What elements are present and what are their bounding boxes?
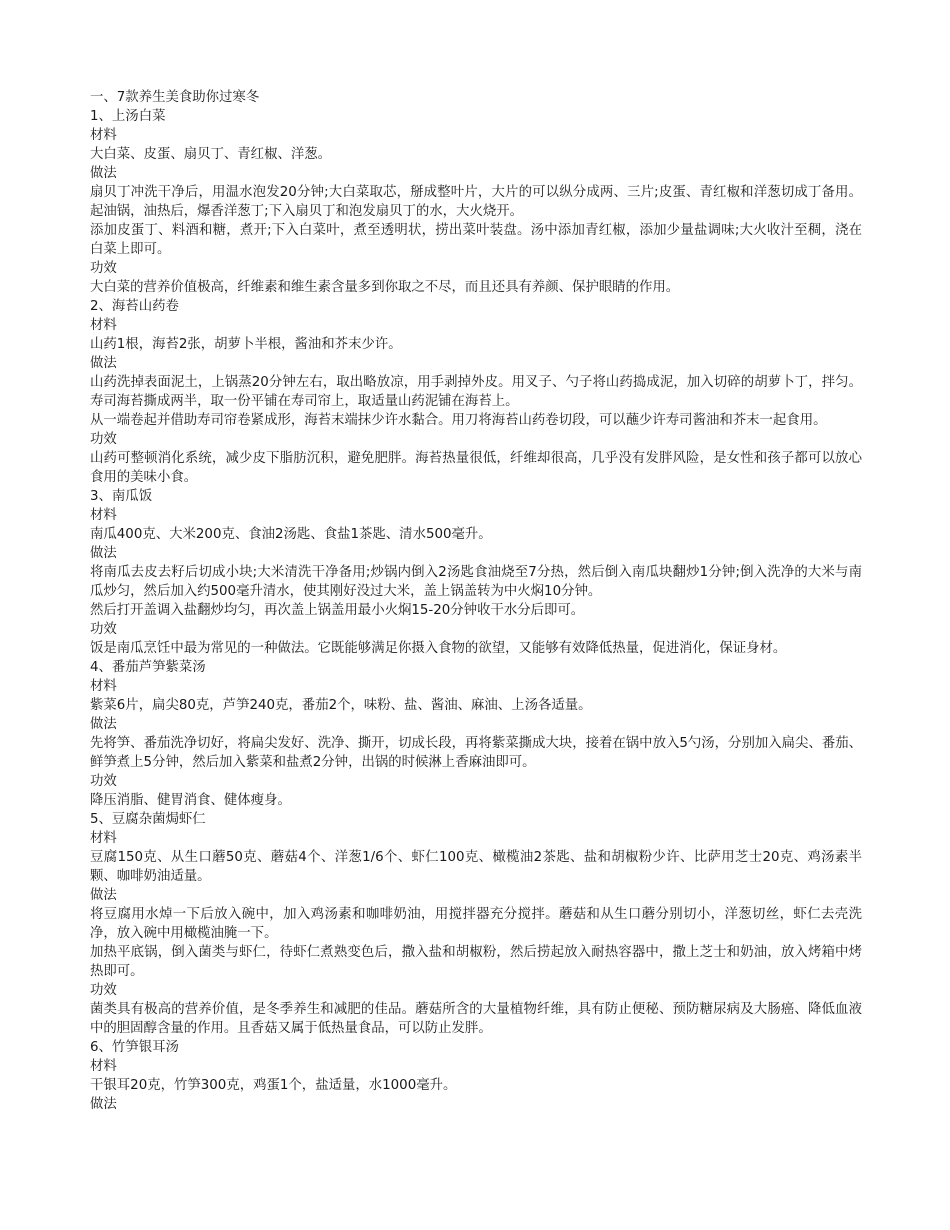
effect-text: 大白菜的营养价值极高，纤维素和维生素含量多到你取之不尽，而且还具有养颜、保护眼睛的作用。 (90, 280, 680, 295)
recipe-heading: 4、番茄芦笋紫菜汤 (90, 660, 206, 675)
effect-text: 降压消脂、健胃消食、健体瘦身。 (90, 793, 291, 808)
effect-text: 饭是南瓜烹饪中最为常见的一种做法。它既能够满足你摄入食物的欲望，又能够有效降低热量，促进消化，保证身材。 (90, 641, 787, 656)
method-paragraph: 添加皮蛋丁、料酒和糖，煮开;下入白菜叶，煮至透明状，捞出菜叶装盘。汤中添加青红椒，添加少量盐调味;大火收汁至稠，浇在白菜上即可。 (90, 223, 862, 257)
materials-label: 材料 (90, 318, 117, 333)
method-paragraph: 先将笋、番茄洗净切好，将扁尖发好、洗净、撕开，切成长段，再将紫菜撕成大块，接着在锅中放入5勺汤，分别加入扁尖、番茄、鲜笋煮上5分钟，然后加入紫菜和盐煮2分钟，出锅的时候淋上香麻油即可。 (90, 736, 862, 770)
recipe-heading: 5、豆腐杂菌焗虾仁 (90, 812, 206, 827)
effect-label: 功效 (90, 622, 117, 637)
effect-text: 山药可整顿消化系统，减少皮下脂肪沉积，避免肥胖。海苔热量很低，纤维却很高，几乎没有发胖风险，是女性和孩子都可以放心食用的美味小食。 (90, 451, 862, 485)
method-paragraph: 然后打开盖调入盐翻炒均匀，再次盖上锅盖用最小火焖15-20分钟收干水分后即可。 (90, 603, 585, 618)
recipe-section (90, 1038, 862, 1114)
materials-label: 材料 (90, 679, 117, 694)
document-title: 一、7款养生美食助你过寒冬 (90, 90, 260, 105)
materials-label: 材料 (90, 128, 117, 143)
method-paragraph: 扇贝丁冲洗干净后，用温水泡发20分钟;大白菜取芯，掰成整叶片，大片的可以纵分成两、三片;皮蛋、青红椒和洋葱切成丁备用。起油锅，油热后，爆香洋葱丁;下入扇贝丁和泡发扇贝丁的水，大火烧开。 (90, 185, 862, 219)
method-paragraph: 山药洗掉表面泥土，上锅蒸20分钟左右，取出略放凉，用手剥掉外皮。用叉子、勺子将山药捣成泥，加入切碎的胡萝卜丁，拌匀。寿司海苔撕成两半，取一份平铺在寿司帘上，取适量山药泥铺在海苔上。 (90, 375, 862, 409)
effect-label: 功效 (90, 261, 117, 276)
method-label: 做法 (90, 1097, 117, 1112)
materials-text: 南瓜400克、大米200克、食油2汤匙、食盐1茶匙、清水500毫升。 (90, 527, 492, 542)
effect-label: 功效 (90, 983, 117, 998)
recipe-section (90, 487, 862, 658)
method-label: 做法 (90, 166, 117, 181)
recipe-section (90, 107, 862, 297)
materials-label: 材料 (90, 831, 117, 846)
materials-label: 材料 (90, 1059, 117, 1074)
method-paragraph: 将南瓜去皮去籽后切成小块;大米清洗干净备用;炒锅内倒入2汤匙食油烧至7分热，然后倒入南瓜块翻炒1分钟;倒入洗净的大米与南瓜炒匀，然后加入约500毫升清水，使其刚好没过大米，盖上锅盖转为中火焖10分钟。 (90, 565, 862, 599)
materials-text: 干银耳20克，竹笋300克，鸡蛋1个，盐适量，水1000毫升。 (90, 1078, 457, 1093)
materials-text: 豆腐150克、从生口蘑50克、蘑菇4个、洋葱1/6个、虾仁100克、橄榄油2茶匙、盐和胡椒粉少许、比萨用芝士20克、鸡汤素半颗、咖啡奶油适量。 (90, 850, 862, 884)
effect-text: 菌类具有极高的营养价值，是冬季养生和减肥的佳品。蘑菇所含的大量植物纤维，具有防止便秘、预防糖尿病及大肠癌、降低血液中的胆固醇含量的作用。且香菇又属于低热量食品，可以防止发胖。 (90, 1002, 862, 1036)
recipe-heading: 6、竹笋银耳汤 (90, 1040, 179, 1055)
recipe-section (90, 658, 862, 810)
recipe-section (90, 297, 862, 487)
recipe-section (90, 810, 862, 1038)
effect-label: 功效 (90, 432, 117, 447)
materials-text: 大白菜、皮蛋、扇贝丁、青红椒、洋葱。 (90, 147, 332, 162)
method-label: 做法 (90, 717, 117, 732)
method-paragraph: 加热平底锅，倒入菌类与虾仁，待虾仁煮熟变色后，撒入盐和胡椒粉，然后捞起放入耐热容器中，撒上芝士和奶油，放入烤箱中烤热即可。 (90, 945, 862, 979)
document-body (90, 88, 862, 1114)
recipe-heading: 3、南瓜饭 (90, 489, 153, 504)
method-label: 做法 (90, 356, 117, 371)
materials-label: 材料 (90, 508, 117, 523)
recipe-heading: 1、上汤白菜 (90, 109, 166, 124)
recipe-heading: 2、海苔山药卷 (90, 299, 179, 314)
materials-text: 山药1根，海苔2张，胡萝卜半根，酱油和芥末少许。 (90, 337, 402, 352)
method-paragraph: 从一端卷起并借助寿司帘卷紧成形，海苔末端抹少许水黏合。用刀将海苔山药卷切段，可以蘸少许寿司酱油和芥末一起食用。 (90, 413, 827, 428)
effect-label: 功效 (90, 774, 117, 789)
method-paragraph: 将豆腐用水焯一下后放入碗中，加入鸡汤素和咖啡奶油，用搅拌器充分搅拌。蘑菇和从生口蘑分别切小，洋葱切丝，虾仁去壳洗净，放入碗中用橄榄油腌一下。 (90, 907, 862, 941)
method-label: 做法 (90, 888, 117, 903)
method-label: 做法 (90, 546, 117, 561)
materials-text: 紫菜6片，扁尖80克，芦笋240克，番茄2个，味粉、盐、酱油、麻油、上汤各适量。 (90, 698, 592, 713)
